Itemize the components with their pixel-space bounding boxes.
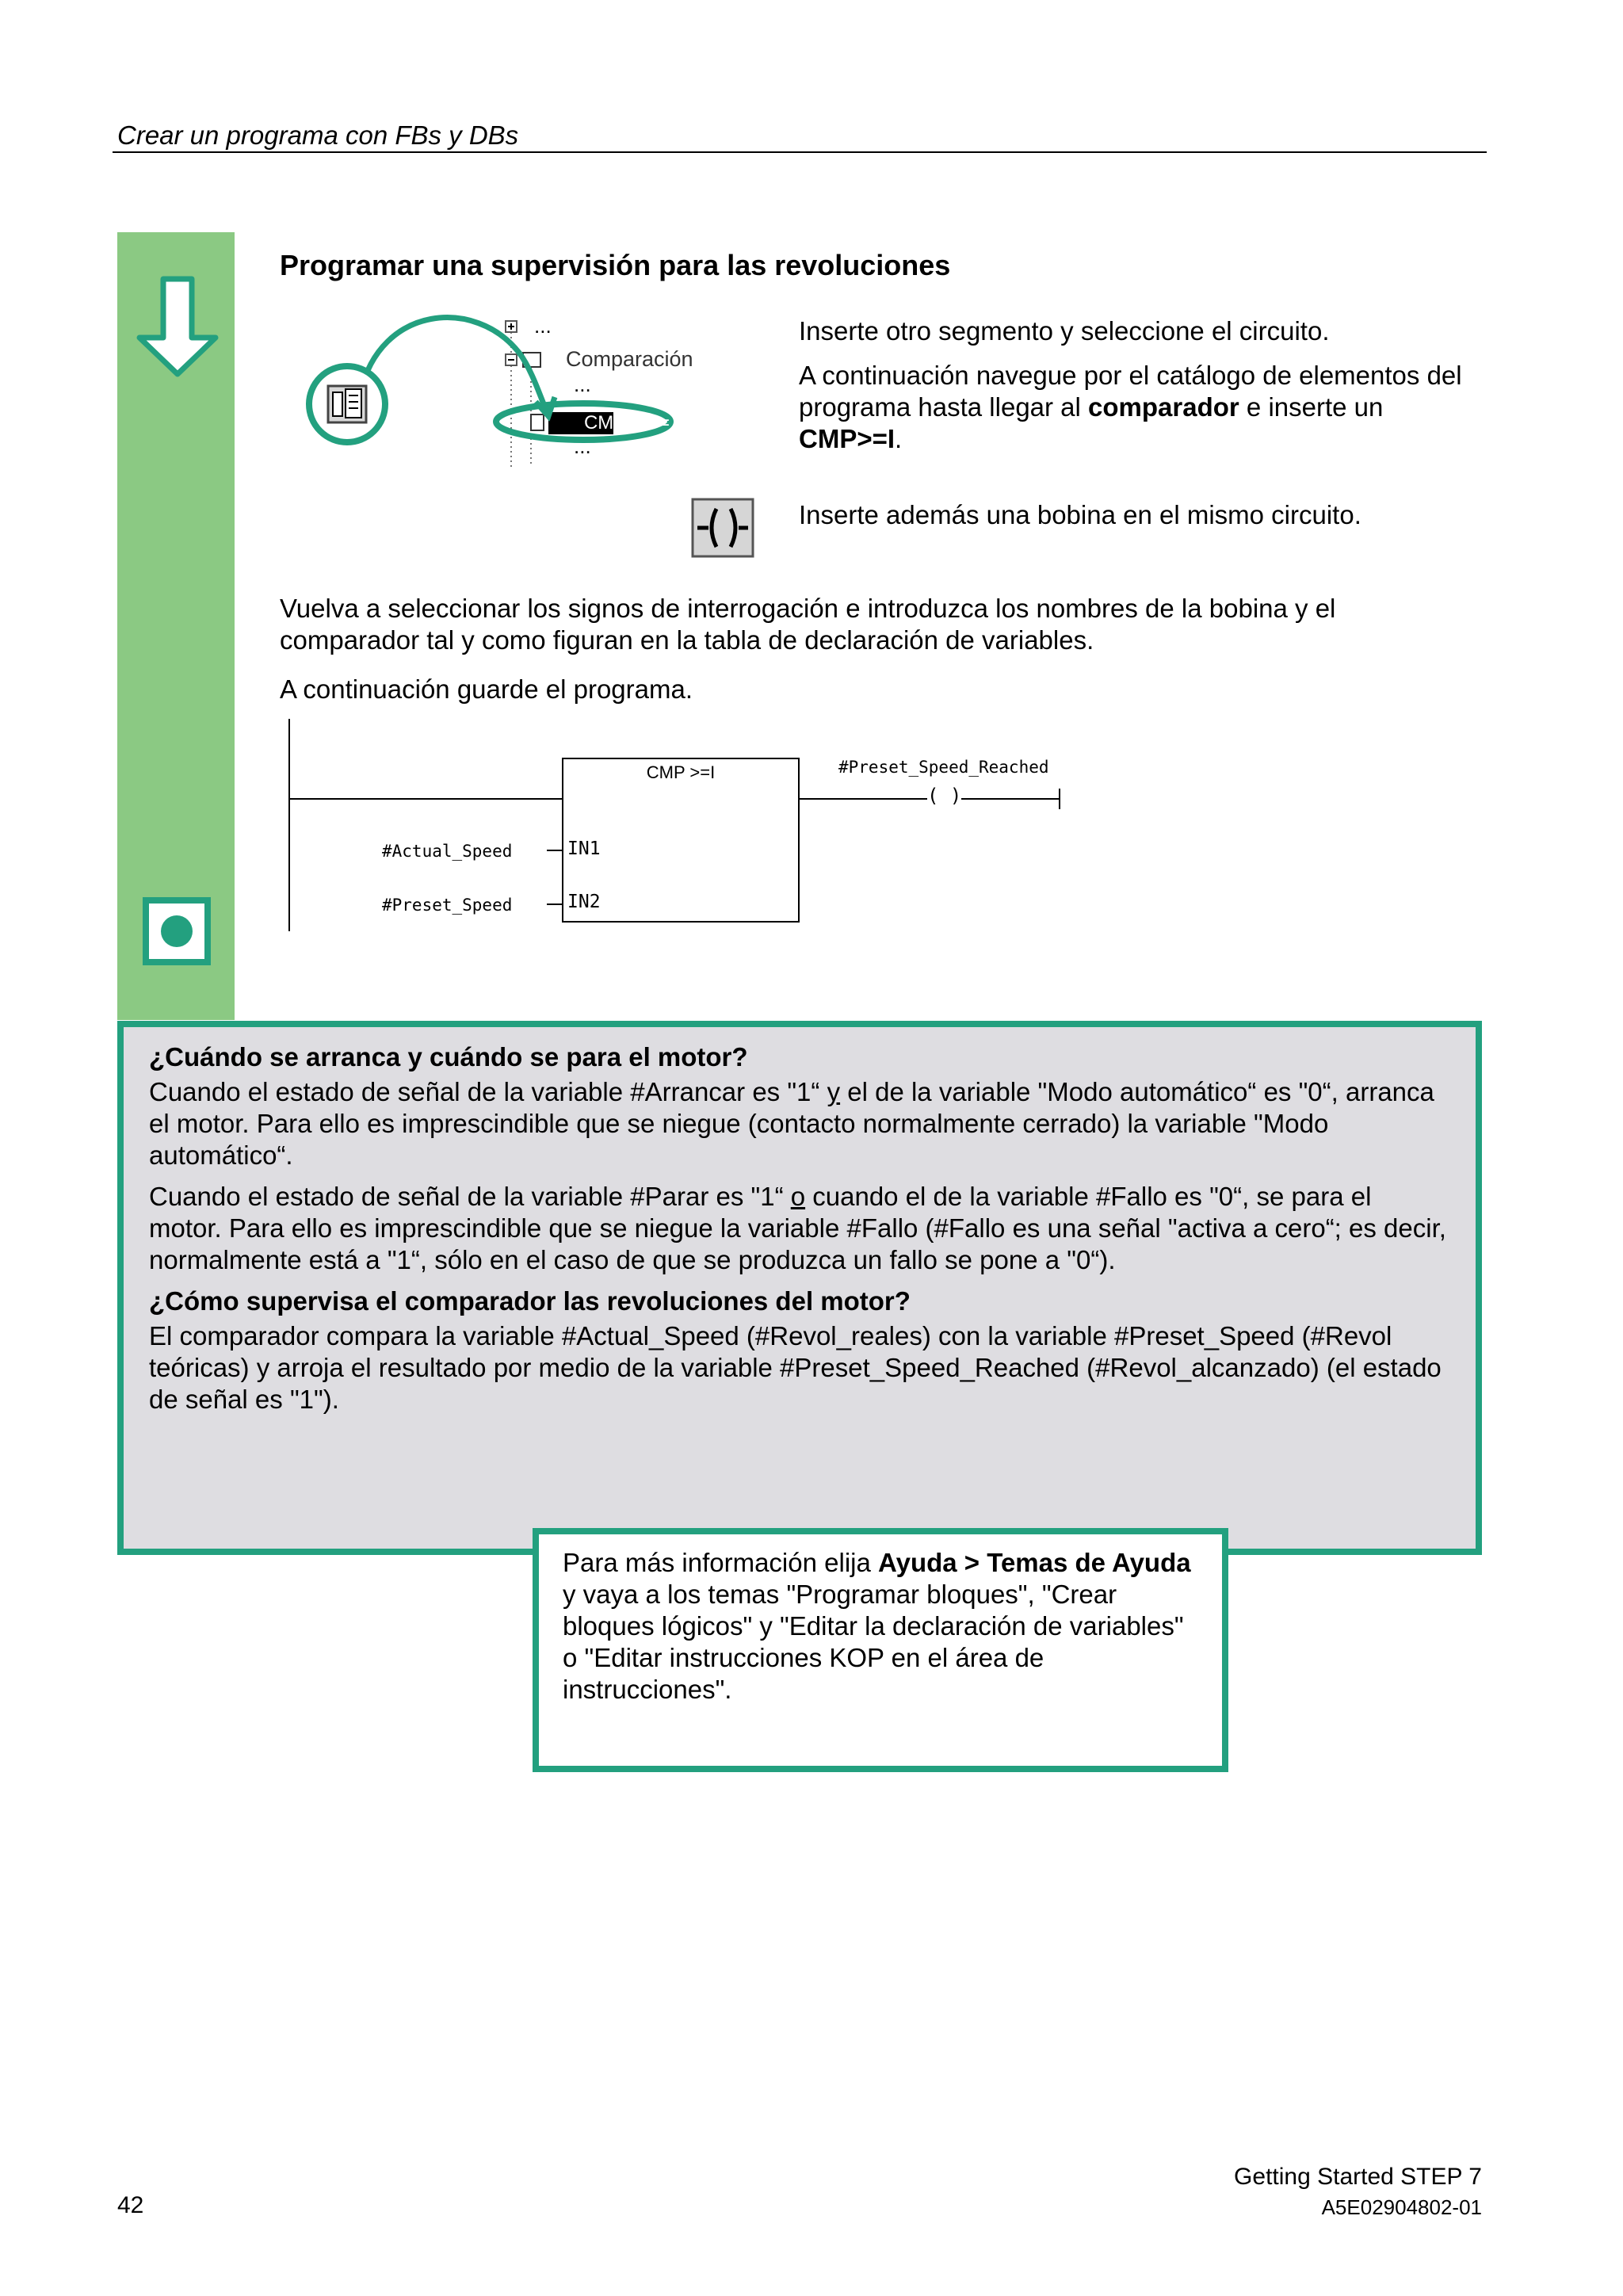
coil-variable-label: #Preset_Speed_Reached [838, 758, 1049, 777]
step-text-5: A continuación guarde el programa. [280, 674, 693, 704]
catalog-item-selected: CMP_I >= [583, 412, 670, 434]
arrow-down-icon [133, 276, 222, 379]
comparator-in1-label: IN1 [567, 839, 601, 859]
page-number: 42 [117, 2192, 144, 2218]
note-text-1: Cuando el estado de señal de la variable #Arrancar es "1“ y el de la variable "Modo automático“ es "0“, arranca el motor. Para ello es imprescindible que se niegue (contacto normalmente cerrado) la variable "Modo automático“. [149, 1077, 1434, 1170]
section-title: Programar una supervisión para las revoluciones [280, 249, 951, 281]
note-text-3: El comparador compara la variable #Actual_Speed (#Revol_reales) con la variable #Preset_Speed (#Revol teóricas) y arroja el resultado por medio de la variable #Preset_Speed_Reached (#Revol_alcanzado) (el estado de señal es "1"). [149, 1321, 1442, 1414]
note-question-2: ¿Cómo supervisa el comparador las revoluciones del motor? [149, 1286, 911, 1316]
footer-doc-code: A5E02904802-01 [1321, 2195, 1482, 2219]
step-text-3: Inserte además una bobina en el mismo circuito. [799, 500, 1361, 529]
note-question-1: ¿Cuándo se arranca y cuándo se para el motor? [149, 1042, 748, 1072]
in1-variable-label: #Actual_Speed [382, 842, 513, 861]
comparator-block-title: CMP >=I [646, 762, 716, 782]
stop-icon [143, 897, 211, 965]
coil-button-icon [691, 498, 754, 558]
catalog-item-more: ... [534, 314, 552, 338]
info-note-box [117, 1021, 1482, 1555]
header-rule [113, 151, 1487, 153]
catalog-item-group: Comparación [566, 347, 693, 371]
comparator-in2-label: IN2 [567, 892, 601, 912]
page-header-title: Crear un programa con FBs y DBs [117, 120, 519, 150]
note-text-2: Cuando el estado de señal de la variable #Parar es "1“ o cuando el de la variable #Fallo es "0“, se para el motor. Para ello es imprescindible que se niegue la variable #Fallo (#Fallo es una señal "activa a cero“; es decir, normalmente está a "1“, sólo en el caso de que se produzca un fallo se pone a "0“). [149, 1182, 1446, 1274]
coil-symbol: ( ) [927, 785, 962, 807]
footer-doc-title: Getting Started STEP 7 [1234, 2164, 1482, 2190]
step-text-2: A continuación navegue por el catálogo de elementos del programa hasta llegar al comparador e inserte un CMP>=I. [799, 361, 1462, 453]
catalog-item-more-2: ... [574, 372, 591, 396]
step-text-4: Vuelva a seleccionar los signos de interrogación e introduzca los nombres de la bobina y el comparador tal y como figuran en la tabla de declaración de variables. [280, 594, 1336, 655]
catalog-illustration [293, 305, 705, 476]
help-reference-box: Para más información elija Ayuda > Temas de Ayuda y vaya a los temas "Programar bloques", "Crear bloques lógicos" y "Editar la declaración de variables" o "Editar instrucciones KOP en el área de instrucciones". [533, 1528, 1228, 1772]
in2-variable-label: #Preset_Speed [382, 896, 513, 915]
step-text-1: Inserte otro segmento y seleccione el circuito. [799, 316, 1330, 346]
catalog-item-more-3: ... [574, 434, 591, 458]
